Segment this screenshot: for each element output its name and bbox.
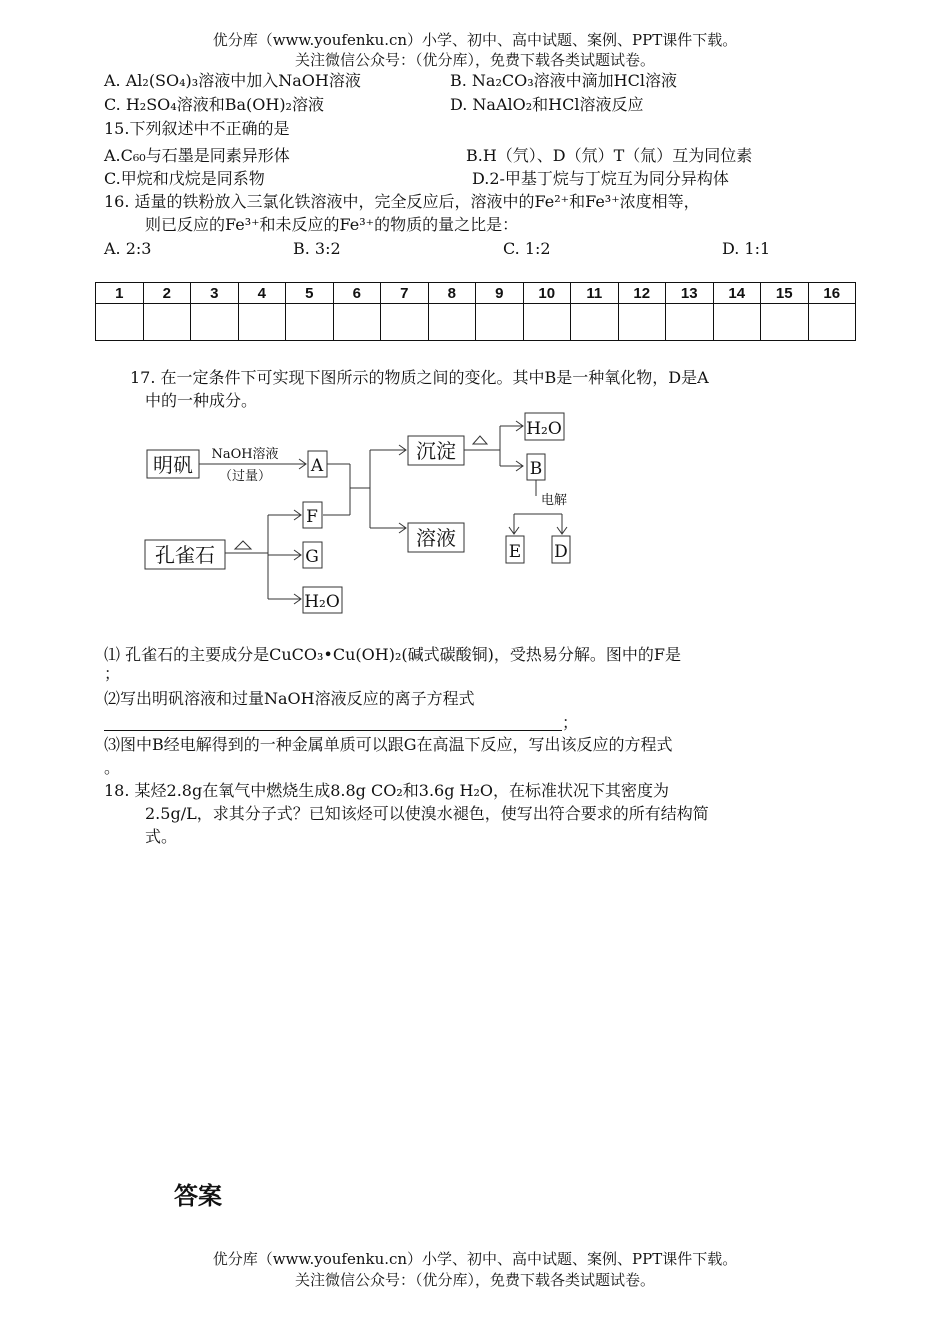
q15-option-c: C.甲烷和戊烷是同系物 [104, 169, 265, 188]
answer-table-number-cell: 1 [96, 283, 144, 304]
q15-option-a: A.C₆₀与石墨是同素异形体 [104, 146, 290, 165]
q18-line-3: 式。 [145, 827, 178, 846]
excess-label: （过量） [218, 469, 272, 484]
q15-option-d: D.2-甲基丁烷与丁烷互为同分异构体 [472, 169, 729, 188]
q15-option-b: B.H（氕）、D（氘）T（氚）互为同位素 [466, 146, 753, 165]
footer-line-2: 关注微信公众号：（优分库），免费下载各类试题试卷。 [294, 1271, 655, 1289]
answer-table-number-cell: 14 [713, 283, 761, 304]
answer-table-number-cell: 12 [618, 283, 666, 304]
heat-triangle-2 [235, 541, 251, 549]
reaction-flow-diagram [0, 0, 950, 640]
q17-part-1-end: ； [104, 664, 121, 683]
alum-label: 明矾 [153, 453, 193, 477]
e-label: E [508, 542, 522, 562]
q17-part-2-answer-line [104, 730, 562, 731]
answer-table-number-cell: 13 [666, 283, 714, 304]
naoh-label: NaOH溶液 [211, 447, 279, 462]
answer-table-number-cell: 9 [476, 283, 524, 304]
h2o-bottom-label: H₂O [304, 592, 340, 612]
solution-label: 溶液 [416, 526, 456, 550]
q17-part-1: ⑴ 孔雀石的主要成分是CuCO₃•Cu(OH)₂(碱式碳酸铜)，受热易分解。图中的F是 [104, 645, 681, 664]
answer-table-number-cell: 11 [571, 283, 619, 304]
answer-table-number-cell: 8 [428, 283, 476, 304]
a-label: A [310, 456, 324, 476]
answer-table-number-cell: 15 [761, 283, 809, 304]
q16-option-d: D. 1:1 [722, 239, 771, 258]
q17-part-2: ⑵写出明矾溶液和过量NaOH溶液反应的离子方程式 [104, 689, 475, 708]
h2o-top-label: H₂O [526, 419, 562, 439]
q16-option-a: A. 2:3 [104, 239, 152, 258]
q17-stem-line-2: 中的一种成分。 [145, 391, 258, 410]
q18-line-1: 18. 某烃2.8g在氧气中燃烧生成8.8g CO₂和3.6g H₂O，在标准状况下其密度为 [104, 781, 670, 800]
electrolysis-label: 电解 [540, 493, 568, 508]
q15-stem: 15.下列叙述中不正确的是 [104, 119, 290, 138]
f-label: F [306, 507, 318, 527]
g-label: G [305, 547, 319, 567]
q14-option-a: A. Al₂(SO₄)₃溶液中加入NaOH溶液 [104, 71, 361, 90]
answer-table-number-cell: 16 [808, 283, 856, 304]
answer-table-number-cell: 10 [523, 283, 571, 304]
answer-table-number-cell: 6 [333, 283, 381, 304]
q16-stem-line-2: 则已反应的Fe³⁺和未反应的Fe³⁺的物质的量之比是： [145, 215, 519, 234]
answer-table-number-cell: 5 [286, 283, 334, 304]
q16-option-b: B. 3:2 [293, 239, 341, 258]
q18-line-2: 2.5g/L，求其分子式？已知该烃可以使溴水褪色，使写出符合要求的所有结构简 [145, 804, 709, 823]
q16-option-c: C. 1:2 [503, 239, 551, 258]
d-label: D [554, 542, 568, 562]
header-line-1: 优分库（www.youfenku.cn）小学、初中、高中试题、案例、PPT课件下载。 [212, 31, 738, 49]
header-line-2: 关注微信公众号：（优分库），免费下载各类试题试卷。 [294, 51, 655, 69]
footer-line-1: 优分库（www.youfenku.cn）小学、初中、高中试题、案例、PPT课件下载。 [212, 1250, 738, 1268]
precipitate-label: 沉淀 [416, 439, 456, 463]
q17-part-2-end: ； [562, 713, 579, 732]
q17-stem-line-1: 17. 在一定条件下可实现下图所示的物质之间的变化。其中B是一种氧化物，D是A [130, 368, 709, 387]
answer-table-number-cell: 3 [191, 283, 239, 304]
answer-table-number-cell: 7 [381, 283, 429, 304]
q16-stem-line-1: 16. 适量的铁粉放入三氯化铁溶液中，完全反应后，溶液中的Fe²⁺和Fe³⁺浓度相等， [104, 192, 700, 211]
q17-part-3-end: 。 [104, 758, 121, 777]
answer-section-title: 答案 [174, 1182, 222, 1210]
q14-option-d: D. NaAlO₂和HCl溶液反应 [450, 95, 644, 114]
heat-triangle-1 [473, 436, 487, 444]
answer-table-number-cell: 2 [143, 283, 191, 304]
q14-option-b: B. Na₂CO₃溶液中滴加HCl溶液 [450, 71, 677, 90]
b-label: B [529, 459, 543, 479]
q14-option-c: C. H₂SO₄溶液和Ba(OH)₂溶液 [104, 95, 324, 114]
malachite-label: 孔雀石 [155, 543, 215, 567]
answer-table-number-cell: 4 [238, 283, 286, 304]
q17-part-3: ⑶图中B经电解得到的一种金属单质可以跟G在高温下反应，写出该反应的方程式 [104, 735, 673, 754]
